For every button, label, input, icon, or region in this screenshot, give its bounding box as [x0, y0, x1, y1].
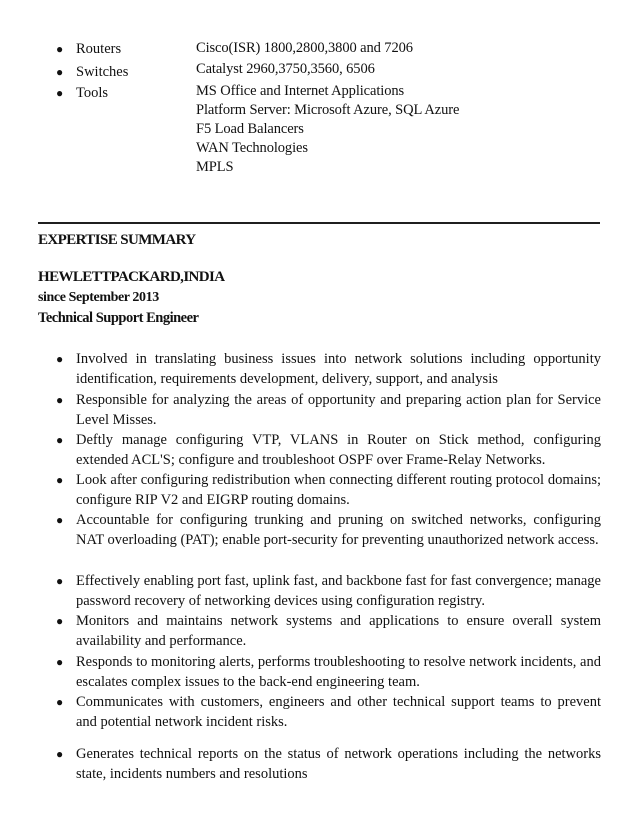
list-item: ● Responds to monitoring alerts, performs troubleshooting to resolve network incidents, and escalates complex issues to the back-end engineering team. [56, 654, 601, 690]
list-item: ● Involved in translating business issues into network solutions including opportunity identification, requirements development, delivery, support, and analysis [56, 351, 601, 387]
list-item: ● Generates technical reports on the status of network operations including the networks state, incidents numbers and resolutions [56, 746, 601, 782]
skill-value-tools-wan: WAN Technologies [196, 140, 308, 156]
section-title: EXPERTISE SUMMARY [38, 232, 196, 248]
skill-category-switches: ● Switches [56, 64, 129, 80]
list-item: ● Deftly manage configuring VTP, VLANS in Router on Stick method, configuring extended ACL'S; configure and troubleshoot OSPF over Frame-Relay Networks. [56, 432, 601, 468]
skill-value-routers: Cisco(ISR) 1800,2800,3800 and 7206 [196, 40, 413, 56]
bullet-icon: ● [56, 473, 64, 487]
list-item: ● Monitors and maintains network systems and applications to ensure overall system availability and performance. [56, 613, 601, 649]
bullet-icon: ● [56, 574, 64, 588]
bullet-icon: ● [56, 86, 64, 100]
list-item: ● Communicates with customers, engineers and other technical support teams to prevent and potential network incident risks. [56, 694, 601, 730]
bullet-icon: ● [56, 655, 64, 669]
list-item: ● Look after configuring redistribution when connecting different routing protocol domains; configure RIP V2 and EIGRP routing domains. [56, 472, 601, 508]
job-title: Technical Support Engineer [38, 310, 199, 326]
bullet-icon: ● [56, 393, 64, 407]
bullet-icon: ● [56, 513, 64, 527]
skill-value-tools-platform: Platform Server: Microsoft Azure, SQL Azure [196, 102, 460, 118]
bullet-icon: ● [56, 747, 64, 761]
skill-value-tools-mpls: MPLS [196, 159, 234, 175]
skill-category-tools: ● Tools [56, 85, 109, 101]
bullet-icon: ● [56, 42, 64, 56]
bullet-icon: ● [56, 352, 64, 366]
skill-value-switches: Catalyst 2960,3750,3560, 6506 [196, 61, 375, 77]
section-divider [38, 222, 600, 224]
list-item: ● Responsible for analyzing the areas of opportunity and preparing action plan for Service Level Misses. [56, 392, 601, 428]
list-item: ● Accountable for configuring trunking and pruning on switched networks, configuring NAT overloading (PAT); enable port-security for preventing unauthorized network access. [56, 512, 601, 548]
bullet-icon: ● [56, 695, 64, 709]
bullet-icon: ● [56, 433, 64, 447]
skill-value-tools-f5: F5 Load Balancers [196, 121, 304, 137]
skill-category-routers: ● Routers [56, 41, 122, 57]
bullet-icon: ● [56, 614, 64, 628]
employer-name: HEWLETTPACKARD,INDIA [38, 269, 225, 285]
employment-period: since September 2013 [38, 290, 159, 305]
bullet-icon: ● [56, 65, 64, 79]
list-item: ● Effectively enabling port fast, uplink fast, and backbone fast for fast convergence; manage password recovery of networking devices using configuration registry. [56, 573, 601, 609]
skill-value-tools-office: MS Office and Internet Applications [196, 83, 405, 99]
